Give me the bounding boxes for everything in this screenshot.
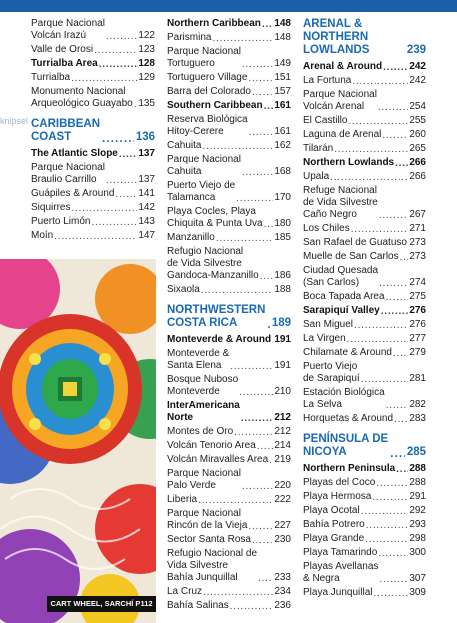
- dot-leader: [264, 220, 274, 230]
- dot-leader: [241, 414, 274, 424]
- toc-entry[interactable]: [303, 185, 426, 221]
- toc-subsection-entry[interactable]: [167, 18, 291, 30]
- toc-entry[interactable]: [167, 548, 291, 584]
- entry-label: La Fortuna: [303, 75, 352, 86]
- page-number: 170: [274, 192, 291, 203]
- entry-label: Playa Junquillal: [303, 587, 373, 598]
- toc-subsection-entry[interactable]: [167, 334, 291, 346]
- dot-leader: [262, 20, 273, 30]
- dot-leader: [269, 456, 273, 466]
- dot-leader: [258, 574, 273, 584]
- entry-label: PENÍNSULA DE NICOYA: [303, 433, 389, 458]
- toc-entry[interactable]: [303, 491, 426, 503]
- toc-entry[interactable]: [167, 454, 291, 466]
- dot-leader: [361, 375, 409, 385]
- page-number: 149: [274, 58, 291, 69]
- entry-label: Barra del Colorado: [167, 86, 251, 97]
- dot-leader: [203, 588, 273, 598]
- entry-label: Monteverde & Santa Elena: [167, 348, 230, 371]
- entry-label: Playas del Coco: [303, 477, 376, 488]
- entry-label: Puerto Viejo de Sarapiquí: [303, 361, 360, 384]
- page-number: 233: [274, 572, 291, 583]
- page-number: 157: [274, 86, 291, 97]
- page-number: 230: [274, 534, 291, 545]
- entry-label: El Castillo: [303, 115, 348, 126]
- page-number: 142: [138, 202, 155, 213]
- dot-leader: [252, 536, 273, 546]
- dot-leader: [249, 128, 274, 138]
- dot-leader: [264, 102, 274, 112]
- page-number: 279: [409, 347, 426, 358]
- dot-leader: [383, 63, 408, 73]
- page-number: 212: [274, 426, 291, 437]
- toc-entry[interactable]: [303, 319, 426, 331]
- entry-label: La Cruz: [167, 586, 203, 597]
- entry-label: Parque Nacional Rincón de la Vieja: [167, 508, 248, 531]
- page-number: 292: [409, 505, 426, 516]
- page-number: 277: [409, 333, 426, 344]
- entry-label: Parque Nacional Volcán Irazú: [31, 18, 105, 41]
- dot-leader: [71, 204, 137, 214]
- toc-subsection-entry[interactable]: [303, 305, 426, 317]
- entry-label: Playa Ocotal: [303, 505, 360, 516]
- toc-entry[interactable]: [167, 246, 291, 282]
- dot-leader: [239, 388, 273, 398]
- entry-label: Sixaola: [167, 284, 200, 295]
- toc-entry[interactable]: [31, 162, 155, 186]
- page-number: 210: [274, 386, 291, 397]
- dot-leader: [106, 176, 137, 186]
- photo-caption: CART WHEEL, SARCHÍ P112: [47, 596, 156, 612]
- entry-label: Refugio Nacional de Vida Silvestre Bahía Junquillal: [167, 548, 258, 583]
- toc-subsection-entry[interactable]: [303, 61, 426, 73]
- toc-entry[interactable]: [31, 72, 155, 84]
- toc-entry[interactable]: [303, 587, 426, 599]
- dot-leader: [379, 211, 408, 221]
- page-number: 291: [409, 491, 426, 502]
- dot-leader: [361, 507, 409, 517]
- toc-entry[interactable]: [303, 413, 426, 425]
- entry-label: Horquetas & Around: [303, 413, 394, 424]
- dot-leader: [366, 521, 409, 531]
- entry-label: Sector Santa Rosa: [167, 534, 251, 545]
- toc-entry[interactable]: [31, 18, 155, 42]
- dot-leader: [234, 428, 273, 438]
- toc-entry[interactable]: [167, 534, 291, 546]
- entry-label: San Miguel: [303, 319, 354, 330]
- region-heading[interactable]: [31, 118, 155, 144]
- entry-label: Cahuita: [167, 140, 202, 151]
- toc-column-2: [167, 18, 291, 614]
- entry-label: The Atlantic Slope: [31, 148, 118, 159]
- watermark: knipsel: [0, 116, 29, 126]
- toc-entry[interactable]: [303, 361, 426, 385]
- page-number: 260: [409, 129, 426, 140]
- toc-entry[interactable]: [167, 468, 291, 492]
- entry-label: Turrialba Area: [31, 58, 98, 69]
- entry-label: Estación Biológica La Selva: [303, 387, 385, 410]
- dot-leader: [236, 194, 273, 204]
- toc-subsection-entry[interactable]: [31, 58, 155, 70]
- page-number: 122: [138, 30, 155, 41]
- entry-label: Boca Tapada Area: [303, 291, 385, 302]
- page-number: 191: [274, 334, 291, 345]
- dot-leader: [119, 150, 137, 160]
- toc-entry[interactable]: [303, 115, 426, 127]
- entry-label: Ciudad Quesada (San Carlos): [303, 265, 379, 288]
- entry-label: InterAmericana Norte: [167, 400, 240, 423]
- dot-leader: [394, 415, 408, 425]
- toc-entry[interactable]: [167, 180, 291, 204]
- page-number: 242: [409, 75, 426, 86]
- entry-label: Guápiles & Around: [31, 188, 115, 199]
- page-number: 285: [406, 446, 426, 458]
- dot-leader: [379, 279, 408, 289]
- entry-label: Muelle de San Carlos: [303, 251, 399, 262]
- entry-label: Monteverde & Around: [167, 334, 272, 345]
- entry-label: Puerto Viejo de Talamanca: [167, 180, 236, 203]
- entry-label: Southern Caribbean: [167, 100, 263, 111]
- dot-leader: [248, 522, 273, 532]
- page-number: 307: [409, 573, 426, 584]
- toc-entry[interactable]: [303, 291, 426, 303]
- page-number: 148: [274, 18, 291, 29]
- dot-leader: [134, 100, 138, 110]
- dot-leader: [54, 232, 137, 242]
- toc-entry[interactable]: [167, 114, 291, 138]
- cart-wheel-illustration: [0, 259, 156, 623]
- dot-leader: [352, 77, 408, 87]
- page-number: 273: [409, 251, 426, 262]
- toc-subsection-entry[interactable]: [167, 400, 291, 424]
- dot-leader: [378, 549, 408, 559]
- dot-leader: [216, 234, 274, 244]
- dot-leader: [393, 349, 408, 359]
- page-number: 236: [274, 600, 291, 611]
- page-number: 242: [409, 61, 426, 72]
- page-number: 282: [409, 399, 426, 410]
- toc-entry[interactable]: [167, 46, 291, 70]
- page-number: 254: [409, 101, 426, 112]
- dot-leader: [379, 575, 408, 585]
- dot-leader: [347, 335, 409, 345]
- entry-label: NORTHWESTERN COSTA RICA: [167, 304, 266, 329]
- entry-label: Moín: [31, 230, 54, 241]
- page-number: 273: [409, 237, 426, 248]
- toc-entry[interactable]: [31, 44, 155, 56]
- dot-leader: [71, 74, 137, 84]
- page-number: 267: [409, 209, 426, 220]
- toc-subsection-entry[interactable]: [303, 157, 426, 169]
- toc-entry[interactable]: [31, 202, 155, 214]
- dot-leader: [230, 362, 273, 372]
- region-heading[interactable]: [303, 433, 426, 459]
- page-number: 281: [409, 373, 426, 384]
- toc-entry[interactable]: [167, 86, 291, 98]
- entry-label: Playa Grande: [303, 533, 365, 544]
- page-number: 214: [274, 440, 291, 451]
- page-number: 255: [409, 115, 426, 126]
- dot-leader: [390, 449, 405, 459]
- page-number: 276: [409, 319, 426, 330]
- entry-label: Parismina: [167, 32, 212, 43]
- entry-label: Bahía Salinas: [167, 600, 229, 611]
- toc-entry[interactable]: [167, 32, 291, 44]
- dot-leader: [334, 145, 408, 155]
- dot-leader: [242, 482, 273, 492]
- toc-subsection-entry[interactable]: [167, 100, 291, 112]
- entry-label: Reserva Biológica Hitoy-Cerere: [167, 114, 248, 137]
- toc-entry[interactable]: [303, 477, 426, 489]
- toc-entry[interactable]: [167, 374, 291, 398]
- entry-label: ARENAL & NORTHERN LOWLANDS: [303, 18, 370, 56]
- page-number: 137: [138, 174, 155, 185]
- page-number: 136: [135, 131, 155, 143]
- entry-label: Siquirres: [31, 202, 71, 213]
- dot-leader: [382, 131, 408, 141]
- entry-label: Volcán Tenorio Area: [167, 440, 256, 451]
- toc-entry[interactable]: [303, 561, 426, 585]
- entry-label: Upala: [303, 171, 330, 182]
- dot-leader: [330, 173, 408, 183]
- page-number: 227: [274, 520, 291, 531]
- toc-entry[interactable]: [31, 188, 155, 200]
- entry-label: Northern Caribbean: [167, 18, 261, 29]
- page-number: 239: [406, 44, 426, 56]
- entry-label: Parque Nacional Tortuguero: [167, 46, 241, 69]
- page-number: 266: [409, 157, 426, 168]
- entry-label: Refuge Nacional de Vida Silvestre Caño Negro: [303, 185, 378, 220]
- page-number: 283: [409, 413, 426, 424]
- page-number: 309: [409, 587, 426, 598]
- toc-entry[interactable]: [167, 586, 291, 598]
- entry-label: Chilamate & Around: [303, 347, 392, 358]
- page-number: 234: [274, 586, 291, 597]
- toc-subsection-entry[interactable]: [31, 148, 155, 160]
- page-number: 129: [138, 72, 155, 83]
- page-number: 141: [138, 188, 155, 199]
- toc-entry[interactable]: [303, 533, 426, 545]
- toc-entry[interactable]: [31, 86, 155, 110]
- page-number: 191: [274, 360, 291, 371]
- page-number: 298: [409, 533, 426, 544]
- page-number: 219: [274, 454, 291, 465]
- toc-entry[interactable]: [167, 600, 291, 612]
- page-number: 161: [274, 126, 291, 137]
- entry-label: Monumento Nacional Arqueológico Guayabo: [31, 86, 133, 109]
- toc-entry[interactable]: [303, 237, 426, 249]
- page-number: 275: [409, 291, 426, 302]
- dot-leader: [94, 46, 137, 56]
- toc-entry[interactable]: [303, 347, 426, 359]
- dot-leader: [354, 321, 408, 331]
- dot-leader: [386, 401, 409, 411]
- page-number: 300: [409, 547, 426, 558]
- toc-entry[interactable]: [303, 333, 426, 345]
- page-number: 123: [138, 44, 155, 55]
- page-number: 212: [274, 412, 291, 423]
- toc-subsection-entry[interactable]: [303, 463, 426, 475]
- entry-label: Bahía Potrero: [303, 519, 365, 530]
- dot-leader: [242, 60, 273, 70]
- toc-entry[interactable]: [303, 265, 426, 289]
- dot-leader: [242, 168, 273, 178]
- entry-label: Arenal & Around: [303, 61, 383, 72]
- toc-entry[interactable]: [167, 72, 291, 84]
- page-number: 143: [138, 216, 155, 227]
- toc-entry[interactable]: [303, 171, 426, 183]
- dot-leader: [348, 117, 408, 127]
- entry-label: Laguna de Arenal: [303, 129, 382, 140]
- entry-label: CARIBBEAN COAST: [31, 118, 100, 143]
- toc-entry[interactable]: [303, 251, 426, 263]
- page-number: 265: [409, 143, 426, 154]
- toc-entry[interactable]: [303, 547, 426, 559]
- dot-leader: [378, 103, 408, 113]
- entry-label: Northern Peninsula: [303, 463, 396, 474]
- toc-entry[interactable]: [167, 140, 291, 152]
- page-number: 137: [138, 148, 155, 159]
- entry-label: Parque Nacional Volcán Arenal: [303, 89, 377, 112]
- entry-label: Volcán Miravalles Area: [167, 454, 269, 465]
- toc-entry[interactable]: [31, 216, 155, 228]
- toc-entry[interactable]: [303, 519, 426, 531]
- dot-leader: [201, 286, 274, 296]
- page-number: 288: [409, 463, 426, 474]
- entry-label: Playa Cocles, Playa Chiquita & Punta Uva: [167, 206, 263, 229]
- toc-entry[interactable]: [167, 494, 291, 506]
- dot-leader: [115, 190, 137, 200]
- toc-entry[interactable]: [303, 505, 426, 517]
- toc-entry[interactable]: [303, 143, 426, 155]
- page-number: 293: [409, 519, 426, 530]
- dot-leader: [351, 225, 409, 235]
- page-number: 151: [274, 72, 291, 83]
- dot-leader: [374, 589, 409, 599]
- toc-entry[interactable]: [303, 223, 426, 235]
- page-number: 135: [138, 98, 155, 109]
- entry-label: Parque Nacional Cahuita: [167, 154, 241, 177]
- toc-entry[interactable]: [167, 232, 291, 244]
- page-number: 188: [274, 284, 291, 295]
- entry-label: Northern Lowlands: [303, 157, 395, 168]
- entry-label: Bosque Nuboso Monteverde: [167, 374, 239, 397]
- entry-label: Valle de Orosi: [31, 44, 94, 55]
- page-number: 162: [274, 140, 291, 151]
- entry-label: Playas Avellanas & Negra: [303, 561, 379, 584]
- dot-leader: [248, 74, 273, 84]
- page-number: 288: [409, 477, 426, 488]
- toc-entry[interactable]: [167, 440, 291, 452]
- entry-label: Refugio Nacional de Vida Silvestre Gandoca-Manzanillo: [167, 246, 259, 281]
- entry-label: Turrialba: [31, 72, 71, 83]
- toc-entry[interactable]: [167, 508, 291, 532]
- dot-leader: [381, 307, 409, 317]
- dot-leader: [198, 496, 273, 506]
- toc-entry[interactable]: [167, 348, 291, 372]
- entry-label: Tortuguero Village: [167, 72, 248, 83]
- page-number: 180: [274, 218, 291, 229]
- entry-label: Montes de Oro: [167, 426, 234, 437]
- toc-entry[interactable]: [167, 206, 291, 230]
- top-color-bar: [0, 0, 457, 12]
- dot-leader: [257, 442, 274, 452]
- dot-leader: [106, 32, 137, 42]
- entry-label: Parque Nacional Braulio Carrillo: [31, 162, 105, 185]
- toc-entry[interactable]: [167, 426, 291, 438]
- dot-leader: [372, 493, 408, 503]
- entry-label: Liberia: [167, 494, 198, 505]
- toc-entry[interactable]: [303, 129, 426, 141]
- page-number: 276: [409, 305, 426, 316]
- dot-leader: [102, 134, 134, 144]
- cart-wheel-photo: [0, 259, 156, 623]
- page-number: 220: [274, 480, 291, 491]
- toc-entry[interactable]: [167, 284, 291, 296]
- dot-leader: [400, 253, 409, 263]
- entry-label: Tilarán: [303, 143, 334, 154]
- entry-label: Manzanillo: [167, 232, 215, 243]
- page-number: 185: [274, 232, 291, 243]
- dot-leader: [260, 272, 274, 282]
- toc-column-3: [303, 18, 426, 601]
- toc-entry[interactable]: [303, 387, 426, 411]
- toc-entry[interactable]: [167, 154, 291, 178]
- page-number: 274: [409, 277, 426, 288]
- dot-leader: [365, 535, 408, 545]
- dot-leader: [202, 142, 273, 152]
- dot-leader: [376, 479, 408, 489]
- toc-entry[interactable]: [303, 89, 426, 113]
- page-number: 128: [138, 58, 155, 69]
- dot-leader: [272, 336, 273, 346]
- dot-leader: [396, 465, 408, 475]
- page-number: 222: [274, 494, 291, 505]
- page-number: 271: [409, 223, 426, 234]
- region-heading[interactable]: [303, 18, 426, 57]
- toc-column-1: [31, 18, 155, 244]
- entry-label: Playa Tamarindo: [303, 547, 378, 558]
- entry-label: Los Chiles: [303, 223, 350, 234]
- entry-label: La Virgen: [303, 333, 346, 344]
- toc-entry[interactable]: [31, 230, 155, 242]
- dot-leader: [267, 320, 269, 330]
- page-number: 189: [271, 317, 291, 329]
- toc-entry[interactable]: [303, 75, 426, 87]
- entry-label: Sarapiquí Valley: [303, 305, 380, 316]
- dot-leader: [386, 293, 409, 303]
- dot-leader: [395, 159, 408, 169]
- page-number: 168: [274, 166, 291, 177]
- region-heading[interactable]: [167, 304, 291, 330]
- page-number: 147: [138, 230, 155, 241]
- page-number: 161: [274, 100, 291, 111]
- dot-leader: [252, 88, 273, 98]
- dot-leader: [99, 60, 138, 70]
- dot-leader: [212, 34, 273, 44]
- page-number: 148: [274, 32, 291, 43]
- entry-label: San Rafael de Guatuso: [303, 237, 407, 248]
- entry-label: Parque Nacional Palo Verde: [167, 468, 241, 491]
- page-number: 186: [274, 270, 291, 281]
- entry-label: Puerto Limón: [31, 216, 91, 227]
- page-number: 266: [409, 171, 426, 182]
- dot-leader: [230, 602, 274, 612]
- entry-label: Playa Hermosa: [303, 491, 372, 502]
- dot-leader: [91, 218, 137, 228]
